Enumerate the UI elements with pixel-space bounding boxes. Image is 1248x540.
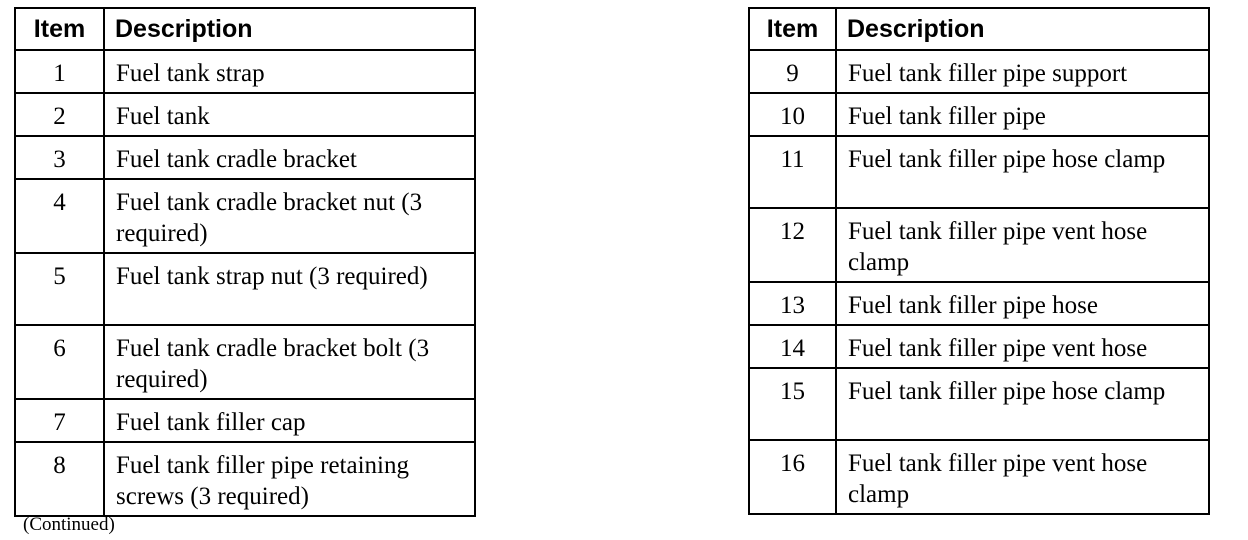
table-row	[15, 253, 475, 325]
item-description: Fuel tank filler pipe retaining screws (3 required)	[104, 442, 475, 516]
table-row	[749, 440, 1209, 514]
item-description: Fuel tank filler pipe hose	[836, 282, 1209, 325]
item-number: 11	[749, 136, 836, 208]
table-row	[749, 282, 1209, 325]
item-number: 9	[749, 50, 836, 93]
table-row	[749, 208, 1209, 282]
item-number: 3	[15, 136, 104, 179]
item-number: 1	[15, 50, 104, 93]
item-description: Fuel tank strap nut (3 required)	[104, 253, 475, 325]
item-description: Fuel tank filler pipe hose clamp	[836, 368, 1209, 440]
item-description: Fuel tank filler pipe	[836, 93, 1209, 136]
table-row	[749, 325, 1209, 368]
table-row	[15, 50, 475, 93]
item-number: 13	[749, 282, 836, 325]
item-number: 12	[749, 208, 836, 282]
item-description: Fuel tank filler pipe vent hose clamp	[836, 208, 1209, 282]
item-description: Fuel tank filler pipe support	[836, 50, 1209, 93]
table-row	[15, 325, 475, 399]
item-column-header: Item	[749, 8, 836, 50]
item-number: 15	[749, 368, 836, 440]
table-row	[749, 136, 1209, 208]
table-row	[15, 179, 475, 253]
item-description: Fuel tank cradle bracket bolt (3 required)	[104, 325, 475, 399]
item-description: Fuel tank filler pipe vent hose clamp	[836, 440, 1209, 514]
item-column-header: Item	[15, 8, 104, 50]
table-row	[15, 399, 475, 442]
continued-note: (Continued)	[23, 514, 115, 535]
item-description: Fuel tank cradle bracket	[104, 136, 475, 179]
item-number: 6	[15, 325, 104, 399]
item-number: 4	[15, 179, 104, 253]
table-row	[749, 93, 1209, 136]
parts-table-right	[748, 7, 1210, 515]
header-row	[15, 8, 475, 50]
table-row	[15, 93, 475, 136]
item-description: Fuel tank	[104, 93, 475, 136]
header-row	[749, 8, 1209, 50]
parts-table-left	[14, 7, 476, 517]
item-number: 8	[15, 442, 104, 516]
item-description: Fuel tank cradle bracket nut (3 required)	[104, 179, 475, 253]
item-description: Fuel tank filler cap	[104, 399, 475, 442]
item-number: 5	[15, 253, 104, 325]
item-number: 14	[749, 325, 836, 368]
item-number: 7	[15, 399, 104, 442]
table-row	[749, 368, 1209, 440]
table-row	[749, 50, 1209, 93]
description-column-header: Description	[104, 8, 475, 50]
table-row	[15, 136, 475, 179]
item-description: Fuel tank filler pipe hose clamp	[836, 136, 1209, 208]
item-number: 10	[749, 93, 836, 136]
table-row	[15, 442, 475, 516]
item-description: Fuel tank filler pipe vent hose	[836, 325, 1209, 368]
description-column-header: Description	[836, 8, 1209, 50]
item-number: 16	[749, 440, 836, 514]
item-description: Fuel tank strap	[104, 50, 475, 93]
item-number: 2	[15, 93, 104, 136]
